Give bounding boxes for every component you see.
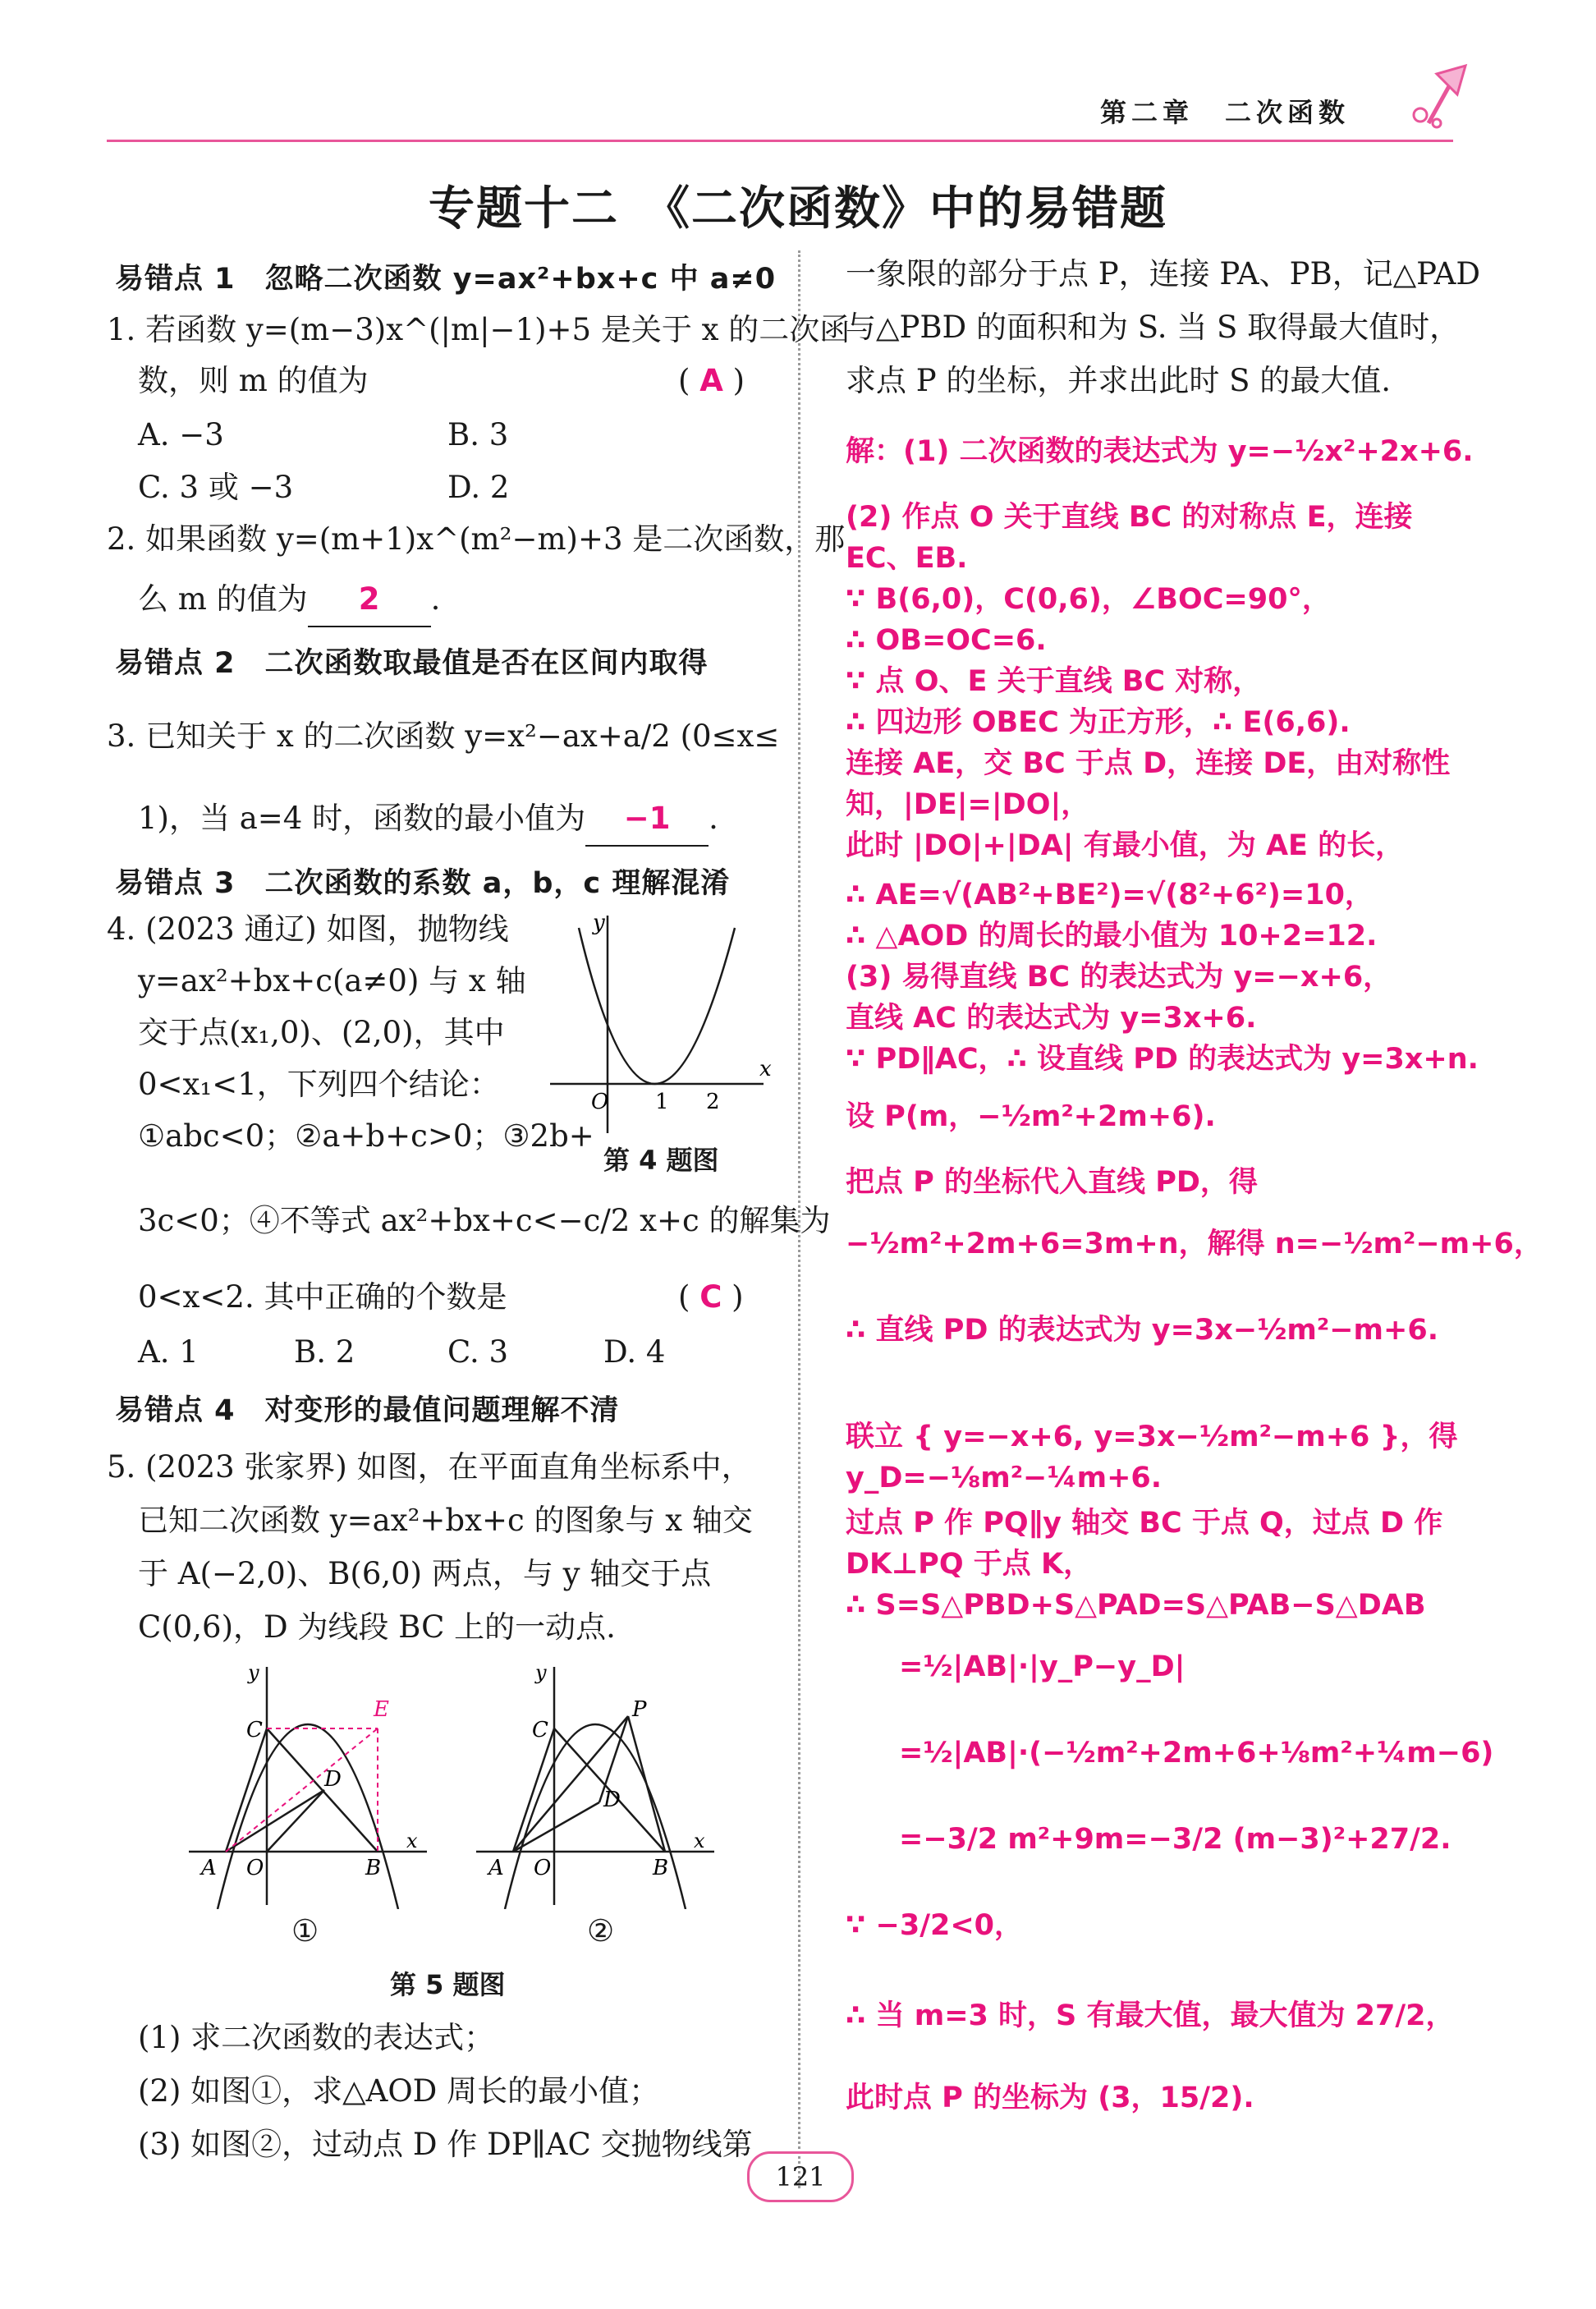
sol-line-8: 连接 AE，交 BC 于点 D，连接 DE，由对称性: [846, 747, 1451, 780]
section-4: 易错点 4 对变形的最值问题理解不清: [115, 1394, 620, 1427]
chapter-header: 第二章 二次函数: [1099, 97, 1350, 128]
sol-line-4: ∵ B(6,0)，C(0,6)，∠BOC=90°，: [846, 583, 1331, 616]
sol-line-17: 把点 P 的坐标代入直线 PD，得: [846, 1166, 1258, 1199]
q5-part3: (3) 如图②，过动点 D 作 DP∥AC 交抛物线第: [138, 2127, 753, 2162]
q5-cont-3: 求点 P 的坐标，并求出此时 S 的最大值.: [846, 363, 1392, 398]
header-divider: [107, 140, 1453, 142]
q1-line1: 1. 若函数 y=(m−3)x^(|m|−1)+5 是关于 x 的二次函: [107, 312, 851, 347]
section-2: 易错点 2 二次函数取最值是否在区间内取得: [115, 647, 709, 680]
q3-line2: 1)，当 a=4 时，函数的最小值为: [138, 801, 586, 836]
svg-text:D: D: [324, 1767, 342, 1792]
svg-text:B: B: [365, 1856, 382, 1880]
q2-line1: 2. 如果函数 y=(m+1)x^(m²−m)+3 是二次函数，那: [107, 521, 846, 557]
sol-line-15: ∵ PD∥AC，∴ 设直线 PD 的表达式为 y=3x+n.: [846, 1043, 1479, 1076]
sol-line-29: 此时点 P 的坐标为 (3，15/2).: [846, 2082, 1254, 2114]
sol-line-21: 过点 P 作 PQ∥y 轴交 BC 于点 Q，过点 D 作: [846, 1507, 1443, 1540]
svg-text:y: y: [248, 1663, 259, 1684]
q1-opt-d: D. 2: [447, 470, 510, 505]
q5-line4: C(0,6)，D 为线段 BC 上的一动点.: [138, 1609, 616, 1645]
svg-text:C: C: [532, 1718, 548, 1742]
figure-5-label-2: ②: [587, 1913, 615, 1949]
sol-line-7: ∴ 四边形 OBEC 为正方形，∴ E(6,6).: [846, 706, 1351, 739]
figure-5-1: [189, 1663, 435, 1909]
svg-text:P: P: [632, 1697, 647, 1722]
sol-line-1: 解：(1) 二次函数的表达式为 y=−½x²+2x+6.: [846, 435, 1474, 468]
figure-5-label-1: ①: [291, 1913, 319, 1949]
svg-text:B: B: [653, 1856, 669, 1880]
q1-answer: A: [699, 363, 723, 398]
sol-line-25: =½|AB|·(−½m²+2m+6+⅛m²+¼m−6): [899, 1737, 1494, 1770]
q4-line3: 交于点(x₁,0)、(2,0)，其中: [138, 1015, 505, 1050]
q1-opt-c: C. 3 或 −3: [138, 470, 294, 505]
sol-line-11: ∴ AE=√(AB²+BE²)=√(8²+6²)=10，: [846, 879, 1374, 911]
sol-line-6: ∵ 点 O、E 关于直线 BC 对称，: [846, 665, 1262, 698]
svg-text:C: C: [246, 1718, 263, 1742]
figure-5-caption: 第 5 题图: [390, 1969, 506, 2000]
q1-opt-a: A. −3: [138, 417, 224, 452]
q4-line7: 0<x<2. 其中正确的个数是: [138, 1279, 507, 1315]
q3-answer: −1: [623, 801, 671, 836]
sol-line-27: ∵ −3/2<0，: [846, 1909, 1024, 1942]
q5-part1: (1) 求二次函数的表达式；: [138, 2020, 495, 2055]
q4-answer: C: [699, 1279, 722, 1315]
q4-opt-a: A. 1: [138, 1334, 199, 1370]
svg-text:1: 1: [655, 1090, 669, 1114]
page-number: 121: [747, 2151, 854, 2202]
sol-line-13: (3) 易得直线 BC 的表达式为 y=−x+6，: [846, 961, 1392, 994]
svg-text:y: y: [593, 911, 605, 935]
q2-line2: 么 m 的值为: [138, 581, 308, 617]
page-title: 专题十二 《二次函数》中的易错题: [429, 182, 1167, 236]
section-3: 易错点 3 二次函数的系数 a，b，c 理解混淆: [115, 867, 731, 900]
sol-line-5: ∴ OB=OC=6.: [846, 624, 1047, 657]
q5-line1: 5. (2023 张家界) 如图，在平面直角坐标系中，: [107, 1449, 752, 1485]
q5-line3: 于 A(−2,0)、B(6,0) 两点，与 y 轴交于点: [138, 1556, 712, 1591]
sol-line-26: =−3/2 m²+9m=−3/2 (m−3)²+27/2.: [899, 1823, 1452, 1856]
svg-text:O: O: [246, 1856, 264, 1880]
svg-text:O: O: [534, 1856, 552, 1880]
svg-text:E: E: [374, 1697, 389, 1722]
q4-line5: ①abc<0；②a+b+c>0；③2b+: [138, 1118, 594, 1154]
q2-answer: 2: [358, 581, 380, 617]
pencil-icon: [1387, 57, 1478, 148]
section-1: 易错点 1 忽略二次函数 y=ax²+bx+c 中 a≠0: [115, 263, 777, 296]
sol-line-9: 知，|DE|=|DO|，: [846, 788, 1090, 821]
svg-text:D: D: [603, 1788, 621, 1812]
sol-line-18: −½m²+2m+6=3m+n，解得 n=−½m²−m+6，: [846, 1228, 1543, 1260]
sol-line-2: (2) 作点 O 关于直线 BC 的对称点 E，连接: [846, 501, 1413, 534]
svg-text:y: y: [535, 1663, 547, 1684]
q3-line1: 3. 已知关于 x 的二次函数 y=x²−ax+a/2 (0≤x≤: [107, 718, 780, 754]
sol-line-20: 联立 { y=−x+6, y=3x−½m²−m+6 }，得 y_D=−⅛m²−¼m+6.: [846, 1421, 1458, 1494]
q5-line2: 已知二次函数 y=ax²+bx+c 的图象与 x 轴交: [138, 1503, 753, 1538]
svg-text:x: x: [694, 1829, 705, 1852]
q4-line2: y=ax²+bx+c(a≠0) 与 x 轴: [138, 963, 526, 998]
svg-text:x: x: [406, 1829, 418, 1852]
q5-cont-1: 一象限的部分于点 P，连接 PA、PB，记△PAD: [846, 256, 1481, 291]
svg-text:x: x: [759, 1057, 772, 1081]
q4-line1: 4. (2023 通辽) 如图，抛物线: [107, 911, 509, 947]
sol-line-28: ∴ 当 m=3 时，S 有最大值，最大值为 27/2，: [846, 1999, 1455, 2032]
figure-4-caption: 第 4 题图: [603, 1145, 719, 1176]
sol-line-23: ∴ S=S△PBD+S△PAD=S△PAB−S△DAB: [846, 1589, 1426, 1622]
sol-line-3: EC、EB.: [846, 542, 968, 575]
q4-line4: 0<x₁<1，下列四个结论：: [138, 1067, 500, 1102]
sol-line-19: ∴ 直线 PD 的表达式为 y=3x−½m²−m+6.: [846, 1314, 1438, 1347]
sol-line-22: DK⊥PQ 于点 K，: [846, 1548, 1093, 1581]
svg-text:2: 2: [706, 1090, 720, 1114]
q4-line6: 3c<0；④不等式 ax²+bx+c<−c/2 x+c 的解集为: [138, 1203, 831, 1238]
q1-line2: 数，则 m 的值为: [138, 363, 369, 398]
sol-line-24: =½|AB|·|y_P−y_D|: [899, 1650, 1186, 1683]
svg-text:O: O: [591, 1090, 609, 1114]
sol-line-12: ∴ △AOD 的周长的最小值为 10+2=12.: [846, 920, 1378, 953]
sol-line-14: 直线 AC 的表达式为 y=3x+6.: [846, 1002, 1257, 1035]
q4-opt-b: B. 2: [294, 1334, 355, 1370]
q1-opt-b: B. 3: [447, 417, 509, 452]
q4-opt-c: C. 3: [447, 1334, 509, 1370]
figure-4: [550, 911, 772, 1141]
svg-text:A: A: [201, 1856, 217, 1880]
sol-line-16: 设 P(m，−½m²+2m+6).: [846, 1100, 1216, 1133]
figure-5-2: [476, 1663, 722, 1909]
svg-text:A: A: [488, 1856, 504, 1880]
q5-part2: (2) 如图①，求△AOD 周长的最小值；: [138, 2073, 660, 2109]
sol-line-10: 此时 |DO|+|DA| 有最小值，为 AE 的长，: [846, 829, 1405, 862]
q4-opt-d: D. 4: [603, 1334, 666, 1370]
q5-cont-2: 与△PBD 的面积和为 S. 当 S 取得最大值时，: [846, 310, 1461, 345]
